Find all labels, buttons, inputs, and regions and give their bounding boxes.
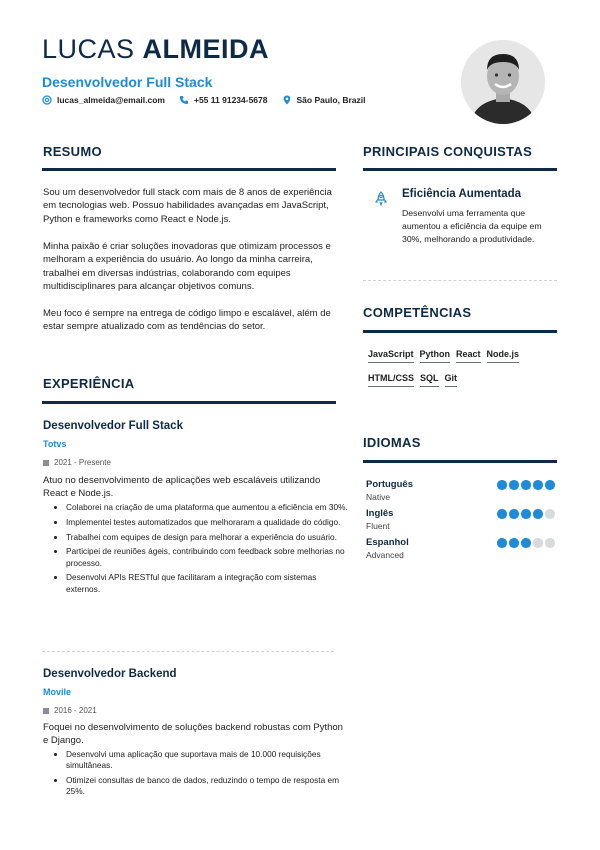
rating-dot-filled <box>509 509 519 519</box>
email-text: lucas_almeida@email.com <box>57 95 165 105</box>
list-item: • Desenvolvi uma aplicação que suportava mais de 10.000 requisições simultâneas. <box>66 749 348 771</box>
language-rating <box>497 480 555 490</box>
skill-tag: React <box>456 349 481 363</box>
language-rating <box>497 509 555 519</box>
rating-dot-filled <box>497 480 507 490</box>
contact-bar <box>42 95 365 105</box>
rating-dot-empty <box>533 538 543 548</box>
job-achievements-list <box>52 749 348 801</box>
rating-dot-filled <box>509 538 519 548</box>
at-icon <box>42 95 52 105</box>
location-pin-icon <box>282 95 292 105</box>
job-title: Desenvolvedor Full Stack <box>43 420 183 432</box>
job-description: Foquei no desenvolvimento de soluções backend robustas com Python e Django. <box>43 722 343 746</box>
email-contact[interactable] <box>42 95 165 105</box>
languages-heading: IDIOMAS <box>363 435 421 450</box>
list-item: • Trabalhei com equipes de design para melhorar a experiência do usuário. <box>66 532 348 543</box>
rating-dot-filled <box>497 538 507 548</box>
list-item: • Desenvolvi APIs RESTful que facilitaram a integração com sistemas externos. <box>66 572 348 594</box>
rocket-icon <box>373 191 389 207</box>
skill-tag: JavaScript <box>368 349 414 363</box>
rating-dot-empty <box>545 538 555 548</box>
phone-text: +55 11 91234-5678 <box>193 95 268 105</box>
list-item: • Implementei testes automatizados que melhoraram a qualidade do código. <box>66 517 348 528</box>
summary-divider <box>42 168 336 171</box>
calendar-icon <box>43 460 49 466</box>
achievement-title: Eficiência Aumentada <box>402 188 522 200</box>
job-separator <box>42 651 334 652</box>
rating-dot-filled <box>533 480 543 490</box>
skill-tag: SQL <box>420 373 439 387</box>
achievement-separator <box>363 280 557 281</box>
experience-divider <box>42 401 336 404</box>
job-achievements-list <box>52 502 348 598</box>
achievement-description: Desenvolvi uma ferramenta que aumentou a eficiência da equipe em 30%, melhorando a produtividade. <box>402 208 542 244</box>
languages-divider <box>363 460 557 463</box>
language-name: Espanhol <box>366 537 409 548</box>
job-title: Desenvolvedor Backend <box>43 668 177 680</box>
list-item: • Participei de reuniões ágeis, contribuindo com feedback sobre melhorias no processo. <box>66 546 348 568</box>
language-level: Fluent <box>366 521 390 531</box>
skills-list <box>368 349 558 387</box>
summary-heading: RESUMO <box>43 144 102 159</box>
calendar-icon <box>43 708 49 714</box>
rating-dot-filled <box>509 480 519 490</box>
language-level: Native <box>366 492 391 502</box>
job-dates <box>43 706 97 715</box>
last-name: ALMEIDA <box>142 34 270 64</box>
language-name: Inglês <box>366 508 394 519</box>
achievements-divider <box>363 168 557 171</box>
language-name: Português <box>366 479 413 490</box>
summary-paragraph: Sou um desenvolvedor full stack com mais de 8 anos de experiência em tecnologias web. Possuo habilidades avançadas em JavaScript, Python e frameworks como React e Node.js. <box>43 187 332 225</box>
rating-dot-filled <box>533 509 543 519</box>
job-description: Atuo no desenvolvimento de aplicações web escaláveis utilizando React e Node.js. <box>43 475 321 499</box>
job-dates <box>43 458 111 467</box>
summary-paragraph: Meu foco é sempre na entrega de código limpo e escalável, além de estar sempre atualizado com as tendências do setor. <box>43 308 331 333</box>
summary-paragraph: Minha paixão é criar soluções inovadoras que otimizam processos e melhoram a experiência do usuário. Ao longo da minha carreira, trabalhei em diversas indústrias, colaborando com equipes multidisciplinares para alcançar objetivos comuns. <box>43 241 331 293</box>
language-rating <box>497 538 555 548</box>
skill-tag: HTML/CSS <box>368 373 414 387</box>
job-dates-text: 2016 - 2021 <box>54 706 97 715</box>
candidate-name <box>42 36 269 63</box>
skill-tag: Python <box>420 349 451 363</box>
skill-tag: Node.js <box>487 349 520 363</box>
skills-heading: COMPETÊNCIAS <box>363 305 472 320</box>
experience-heading: EXPERIÊNCIA <box>43 376 135 391</box>
language-level: Advanced <box>366 550 404 560</box>
phone-contact[interactable] <box>179 95 268 105</box>
company-name: Totvs <box>43 439 67 449</box>
list-item: • Otimizei consultas de banco de dados, reduzindo o tempo de resposta em 25%. <box>66 775 348 797</box>
rating-dot-filled <box>497 509 507 519</box>
first-name: LUCAS <box>42 34 135 64</box>
skill-tag: Git <box>445 373 458 387</box>
achievements-heading: PRINCIPAIS CONQUISTAS <box>363 144 533 159</box>
rating-dot-filled <box>545 480 555 490</box>
rating-dot-filled <box>521 538 531 548</box>
company-name: Movile <box>43 687 72 697</box>
rating-dot-filled <box>521 480 531 490</box>
phone-icon <box>179 95 189 105</box>
profile-photo <box>461 40 545 124</box>
job-role: Desenvolvedor Full Stack <box>42 74 213 90</box>
rating-dot-filled <box>521 509 531 519</box>
job-dates-text: 2021 - Presente <box>54 458 111 467</box>
skills-divider <box>363 330 557 333</box>
location-text: São Paulo, Brazil <box>296 95 366 105</box>
rating-dot-empty <box>545 509 555 519</box>
location-contact <box>282 95 366 105</box>
list-item: • Colaborei na criação de uma plataforma que aumentou a eficiência em 30%. <box>66 502 348 513</box>
